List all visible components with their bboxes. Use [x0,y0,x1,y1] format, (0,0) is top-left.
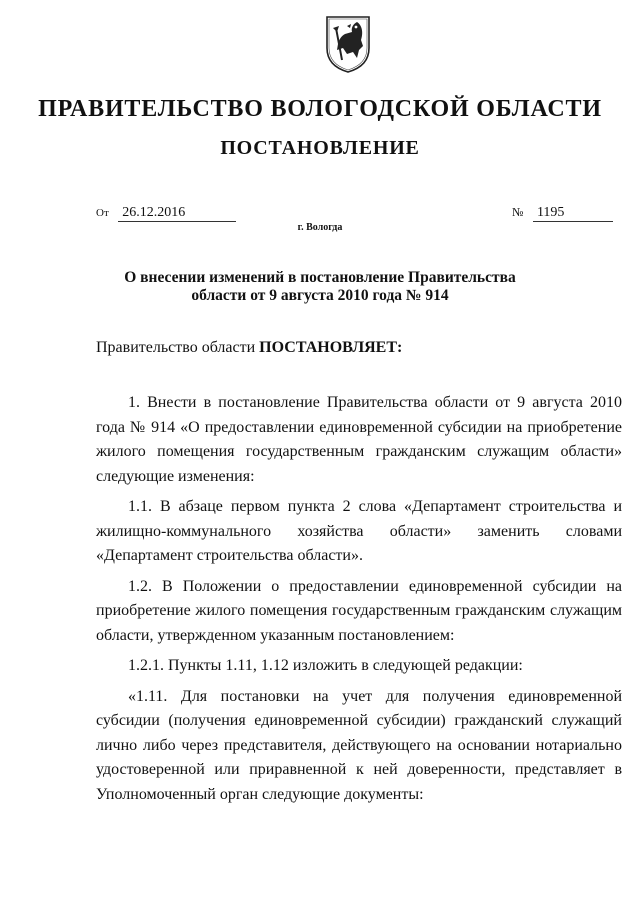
number-value: 1195 [533,205,613,222]
paragraph-1: 1. Внести в постановление Правительства области от 9 августа 2010 года № 914 «О предоставлении единовременной субсидии на приобретение жилого помещения государственным гражданским служащим области» следующие изменения: [96,394,622,485]
subject-line-1: О внесении изменений в постановление Правительства [124,269,516,286]
paragraph-1-2: 1.2. В Положении о предоставлении единовременной субсидии на приобретение жилого помещения государственным гражданским служащим области, утвержденном указанным постановлением: [96,577,622,644]
document-type: ПОСТАНОВЛЕНИЕ [220,137,420,159]
number-prefix: № [512,205,524,219]
date-prefix: От [96,207,109,219]
decree-subject [60,269,580,305]
city-label: г. Вологда [297,222,343,233]
date-value: 26.12.2016 [118,205,236,222]
preamble [96,339,402,357]
decree-body [96,391,622,813]
subject-line-2: области от 9 августа 2010 года № 914 [191,287,449,304]
decree-date [96,205,236,222]
preamble-bold: ПОСТАНОВЛЯЕТ: [259,339,403,356]
government-title: ПРАВИТЕЛЬСТВО ВОЛОГОДСКОЙ ОБЛАСТИ [38,96,602,122]
paragraph-1-2-1: 1.2.1. Пункты 1.11, 1.12 изложить в следующей редакции: [128,657,523,674]
paragraph-1-11: «1.11. Для постановки на учет для получения единовременной субсидии (получения единовременной субсидии) гражданский служащий лично либо через представителя, действующего на основании нотариально удостоверенной или приравненной к ней доверенности, представляет в Уполномоченный орган следующие документы: [96,687,622,803]
coat-of-arms-emblem [323,14,373,74]
preamble-text: Правительство области [96,339,260,356]
decree-number [512,205,613,222]
paragraph-1-1: 1.1. В абзаце первом пункта 2 слова «Департамент строительства и жилищно-коммунального хозяйства области» заменить словами «Департамент строительства области». [96,498,622,564]
